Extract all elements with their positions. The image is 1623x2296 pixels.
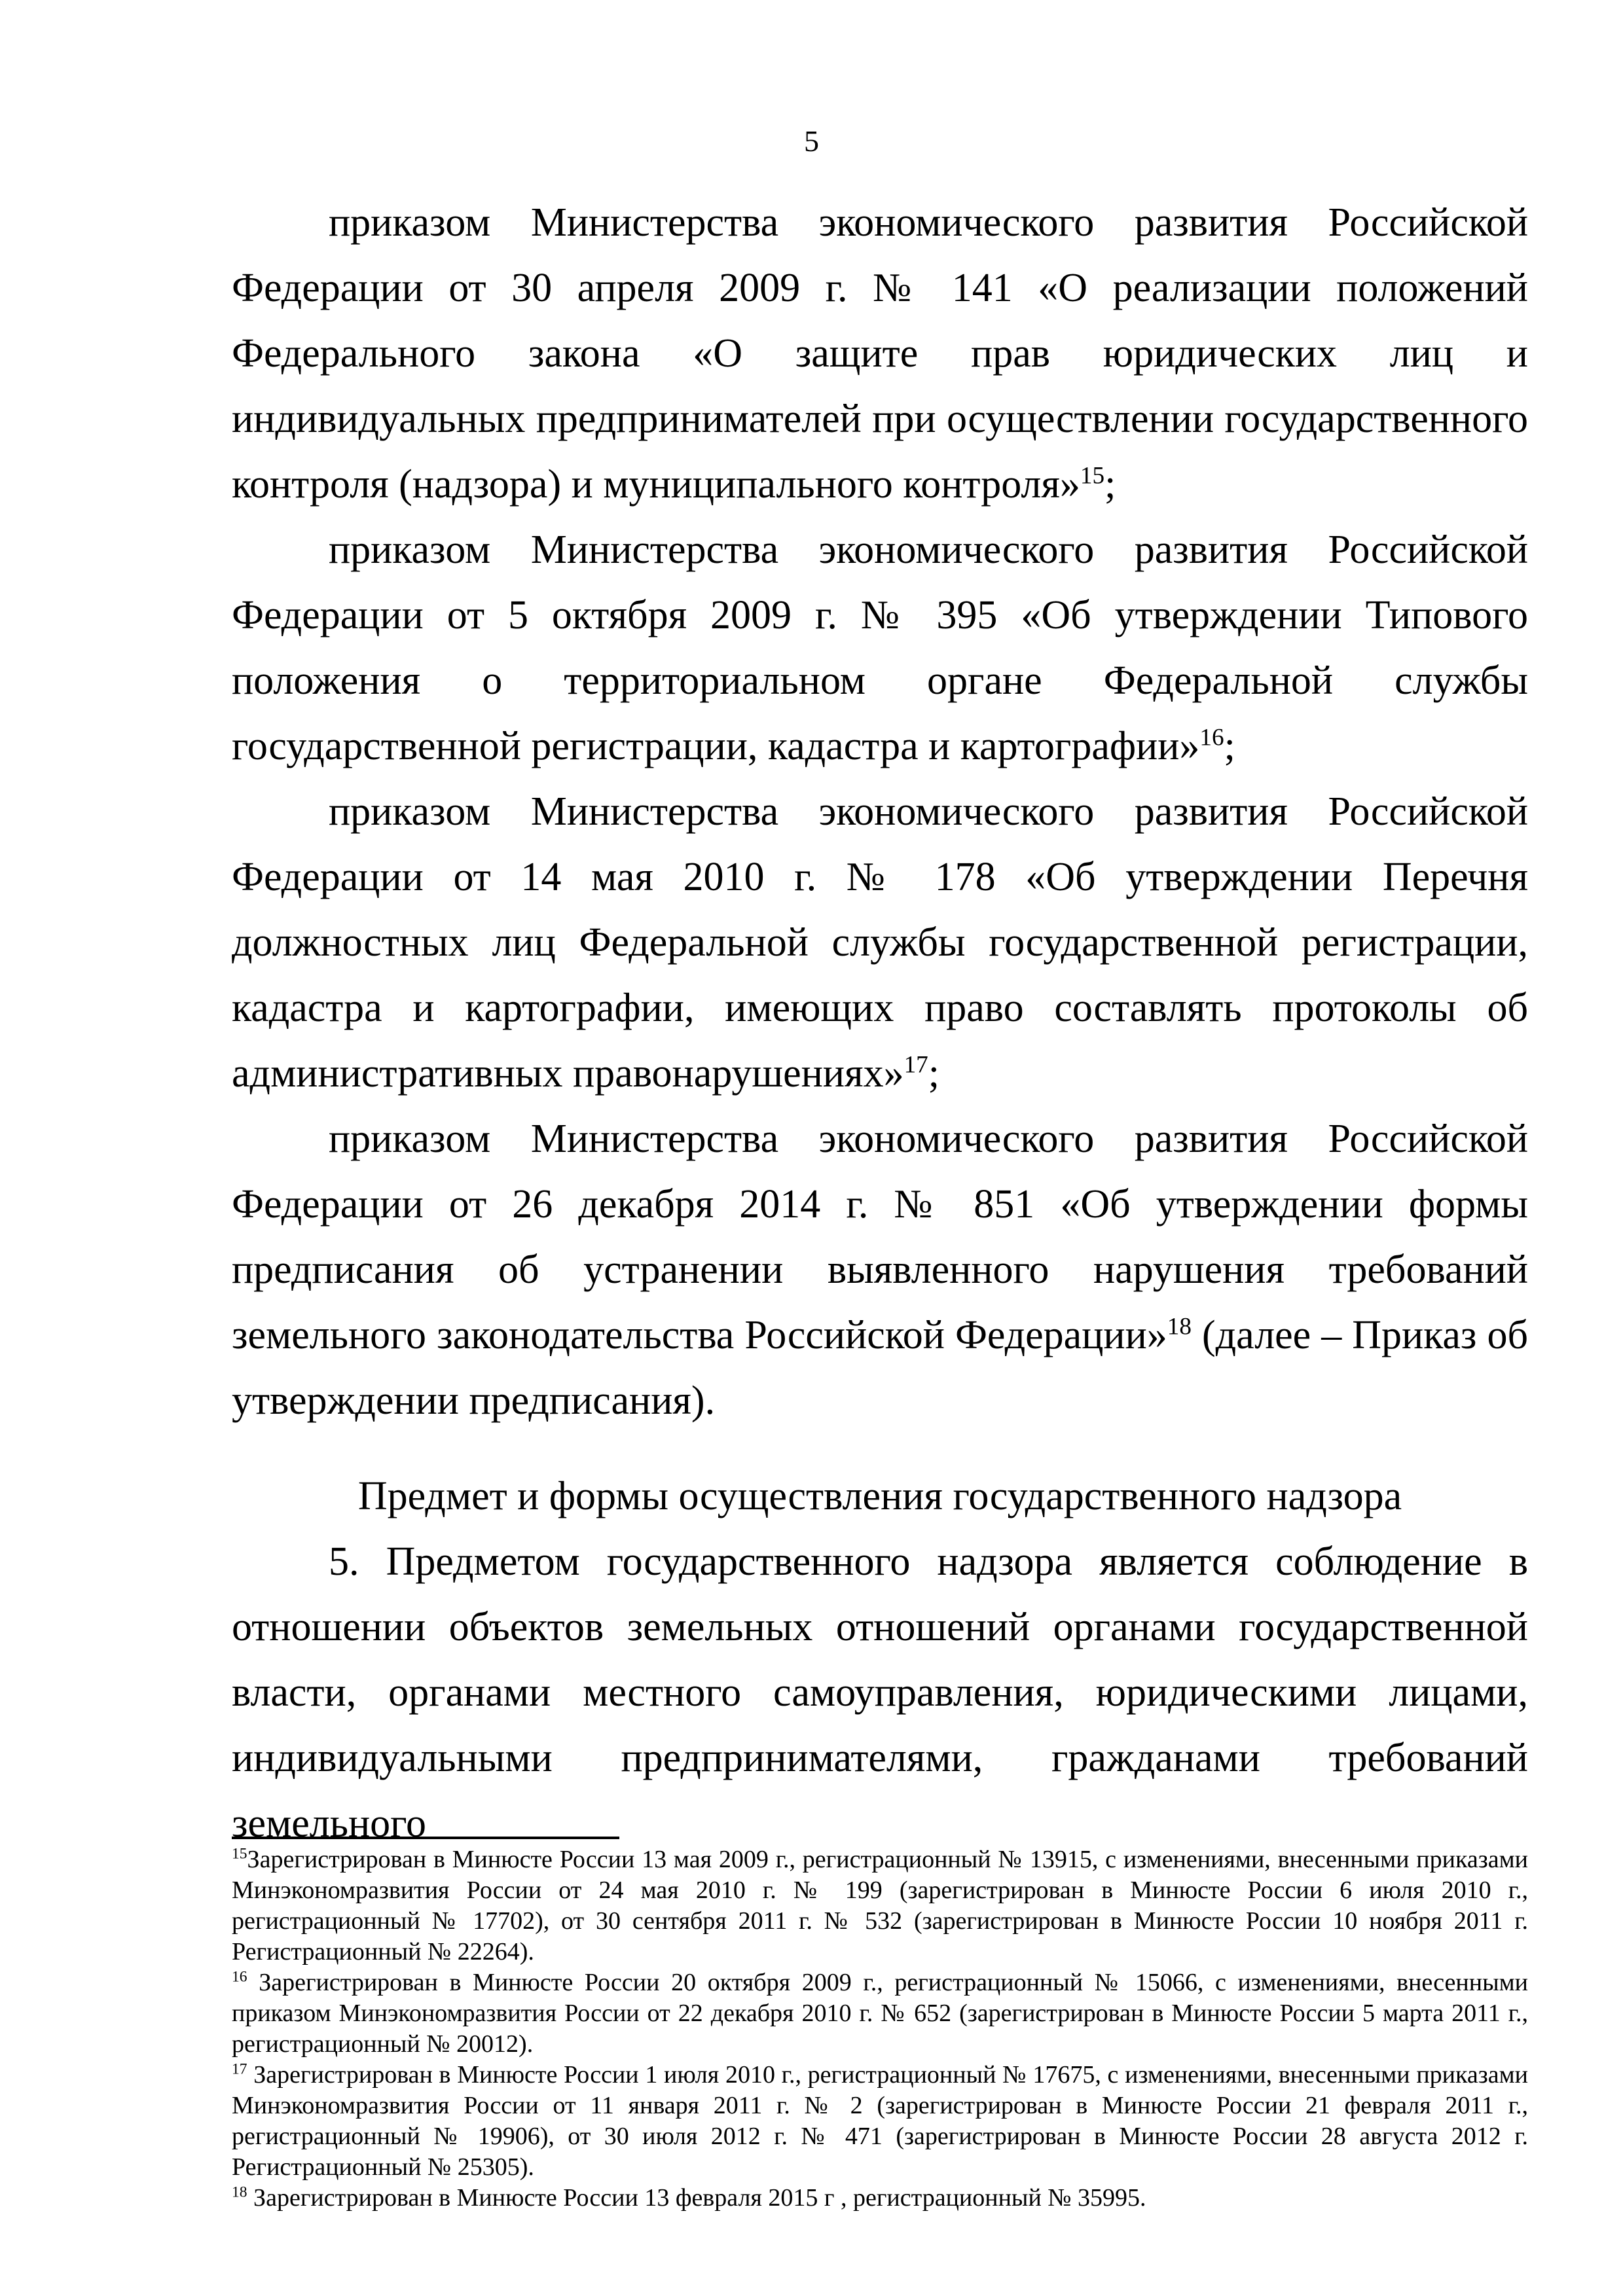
footnotes [232, 1844, 1528, 2214]
footnote-text: Зарегистрирован в Минюсте России 13 февраля 2015 г , регистрационный № 35995. [247, 2184, 1146, 2212]
footnote-ref: 18 [1167, 1313, 1192, 1340]
footnote-mark: 15 [232, 1845, 247, 1863]
clause-5: 5. Предметом государственного надзора является соблюдение в отношении объектов земельных отношений органами государственной власти, органами местного самоуправления, юридическими лицами, индивидуальными предпринимателями, гражданами требований земельного [232, 1539, 1528, 1846]
footnote-ref: 15 [1080, 462, 1105, 490]
paragraph-text: приказом Министерства экономического развития Российской Федерации от 14 мая 2010 г. № 178 «Об утверждении Перечня должностных лиц Федеральной службы государственной регистрации, кадастра и картографии, имеющих право составлять протоколы об административных правонарушениях» [232, 789, 1528, 1096]
document-body [232, 190, 1528, 1856]
footnote-text: Зарегистрирован в Минюсте России 20 октября 2009 г., регистрационный № 15066, с изменениями, внесенными приказом Минэкономразвития России от 22 декабря 2010 г. № 652 (зарегистрирован в Минюсте России 5 марта 2011 г., регистрационный № 20012). [232, 1969, 1528, 2058]
footnote-separator [232, 1837, 619, 1839]
footnote-mark: 16 [232, 1968, 247, 1986]
footnote-text: Зарегистрирован в Минюсте России 13 мая 2009 г., регистрационный № 13915, с изменениями, внесенными приказами Минэкономразвития России от 24 мая 2010 г. № 199 (зарегистрирован в Минюсте России 6 июля 2010 г., регистрационный № 17702), от 30 сентября 2011 г. № 532 (зарегистрирован в Минюсте России 10 ноября 2011 г. Регистрационный № 22264). [232, 1846, 1528, 1965]
paragraph-text: приказом Министерства экономического развития Российской Федерации от 26 декабря 2014 г. № 851 «Об утверждении формы предписания об устранении выявленного нарушения требований земельного законодательства Российской Федерации» [232, 1117, 1528, 1357]
footnote-ref: 16 [1199, 724, 1224, 751]
paragraph-text: приказом Министерства экономического развития Российской Федерации от 30 апреля 2009 г. № 141 «О реализации положений Федерального закона «О защите прав юридических лиц и индивидуальных предпринимателей при осуществлении государственного контроля (надзора) и муниципального контроля» [232, 200, 1528, 507]
paragraph-tail: ; [928, 1051, 939, 1096]
paragraph-order-178 [232, 779, 1528, 1106]
paragraph-order-395 [232, 517, 1528, 779]
paragraph-tail: ; [1224, 724, 1235, 768]
footnote-mark: 18 [232, 2183, 247, 2201]
section-heading: Предмет и формы осуществления государственного надзора [357, 1474, 1402, 1518]
paragraph-order-851 [232, 1106, 1528, 1433]
footnote-18 [232, 2183, 1528, 2214]
footnote-15 [232, 1844, 1528, 1967]
paragraph-order-141 [232, 190, 1528, 517]
page-number: 5 [804, 124, 819, 158]
paragraph-tail: (далее – Приказ об утверждении предписания). [232, 1313, 1528, 1423]
paragraph-tail: ; [1104, 462, 1116, 507]
footnote-text: Зарегистрирован в Минюсте России 1 июля 2010 г., регистрационный № 17675, с изменениями, внесенными приказами Минэкономразвития России от 11 января 2011 г. № 2 (зарегистрирован в Минюсте России 21 февраля 2011 г., регистрационный № 19906), от 30 июля 2012 г. № 471 (зарегистрирован в Минюсте России 28 августа 2012 г. Регистрационный № 25305). [232, 2061, 1528, 2181]
footnote-16 [232, 1967, 1528, 2060]
footnote-mark: 17 [232, 2060, 247, 2078]
paragraph-text: приказом Министерства экономического развития Российской Федерации от 5 октября 2009 г. № 395 «Об утверждении Типового положения о территориальном органе Федеральной службы государственной регистрации, кадастра и картографии» [232, 528, 1528, 768]
footnote-17 [232, 2060, 1528, 2183]
footnote-ref: 17 [903, 1051, 928, 1079]
